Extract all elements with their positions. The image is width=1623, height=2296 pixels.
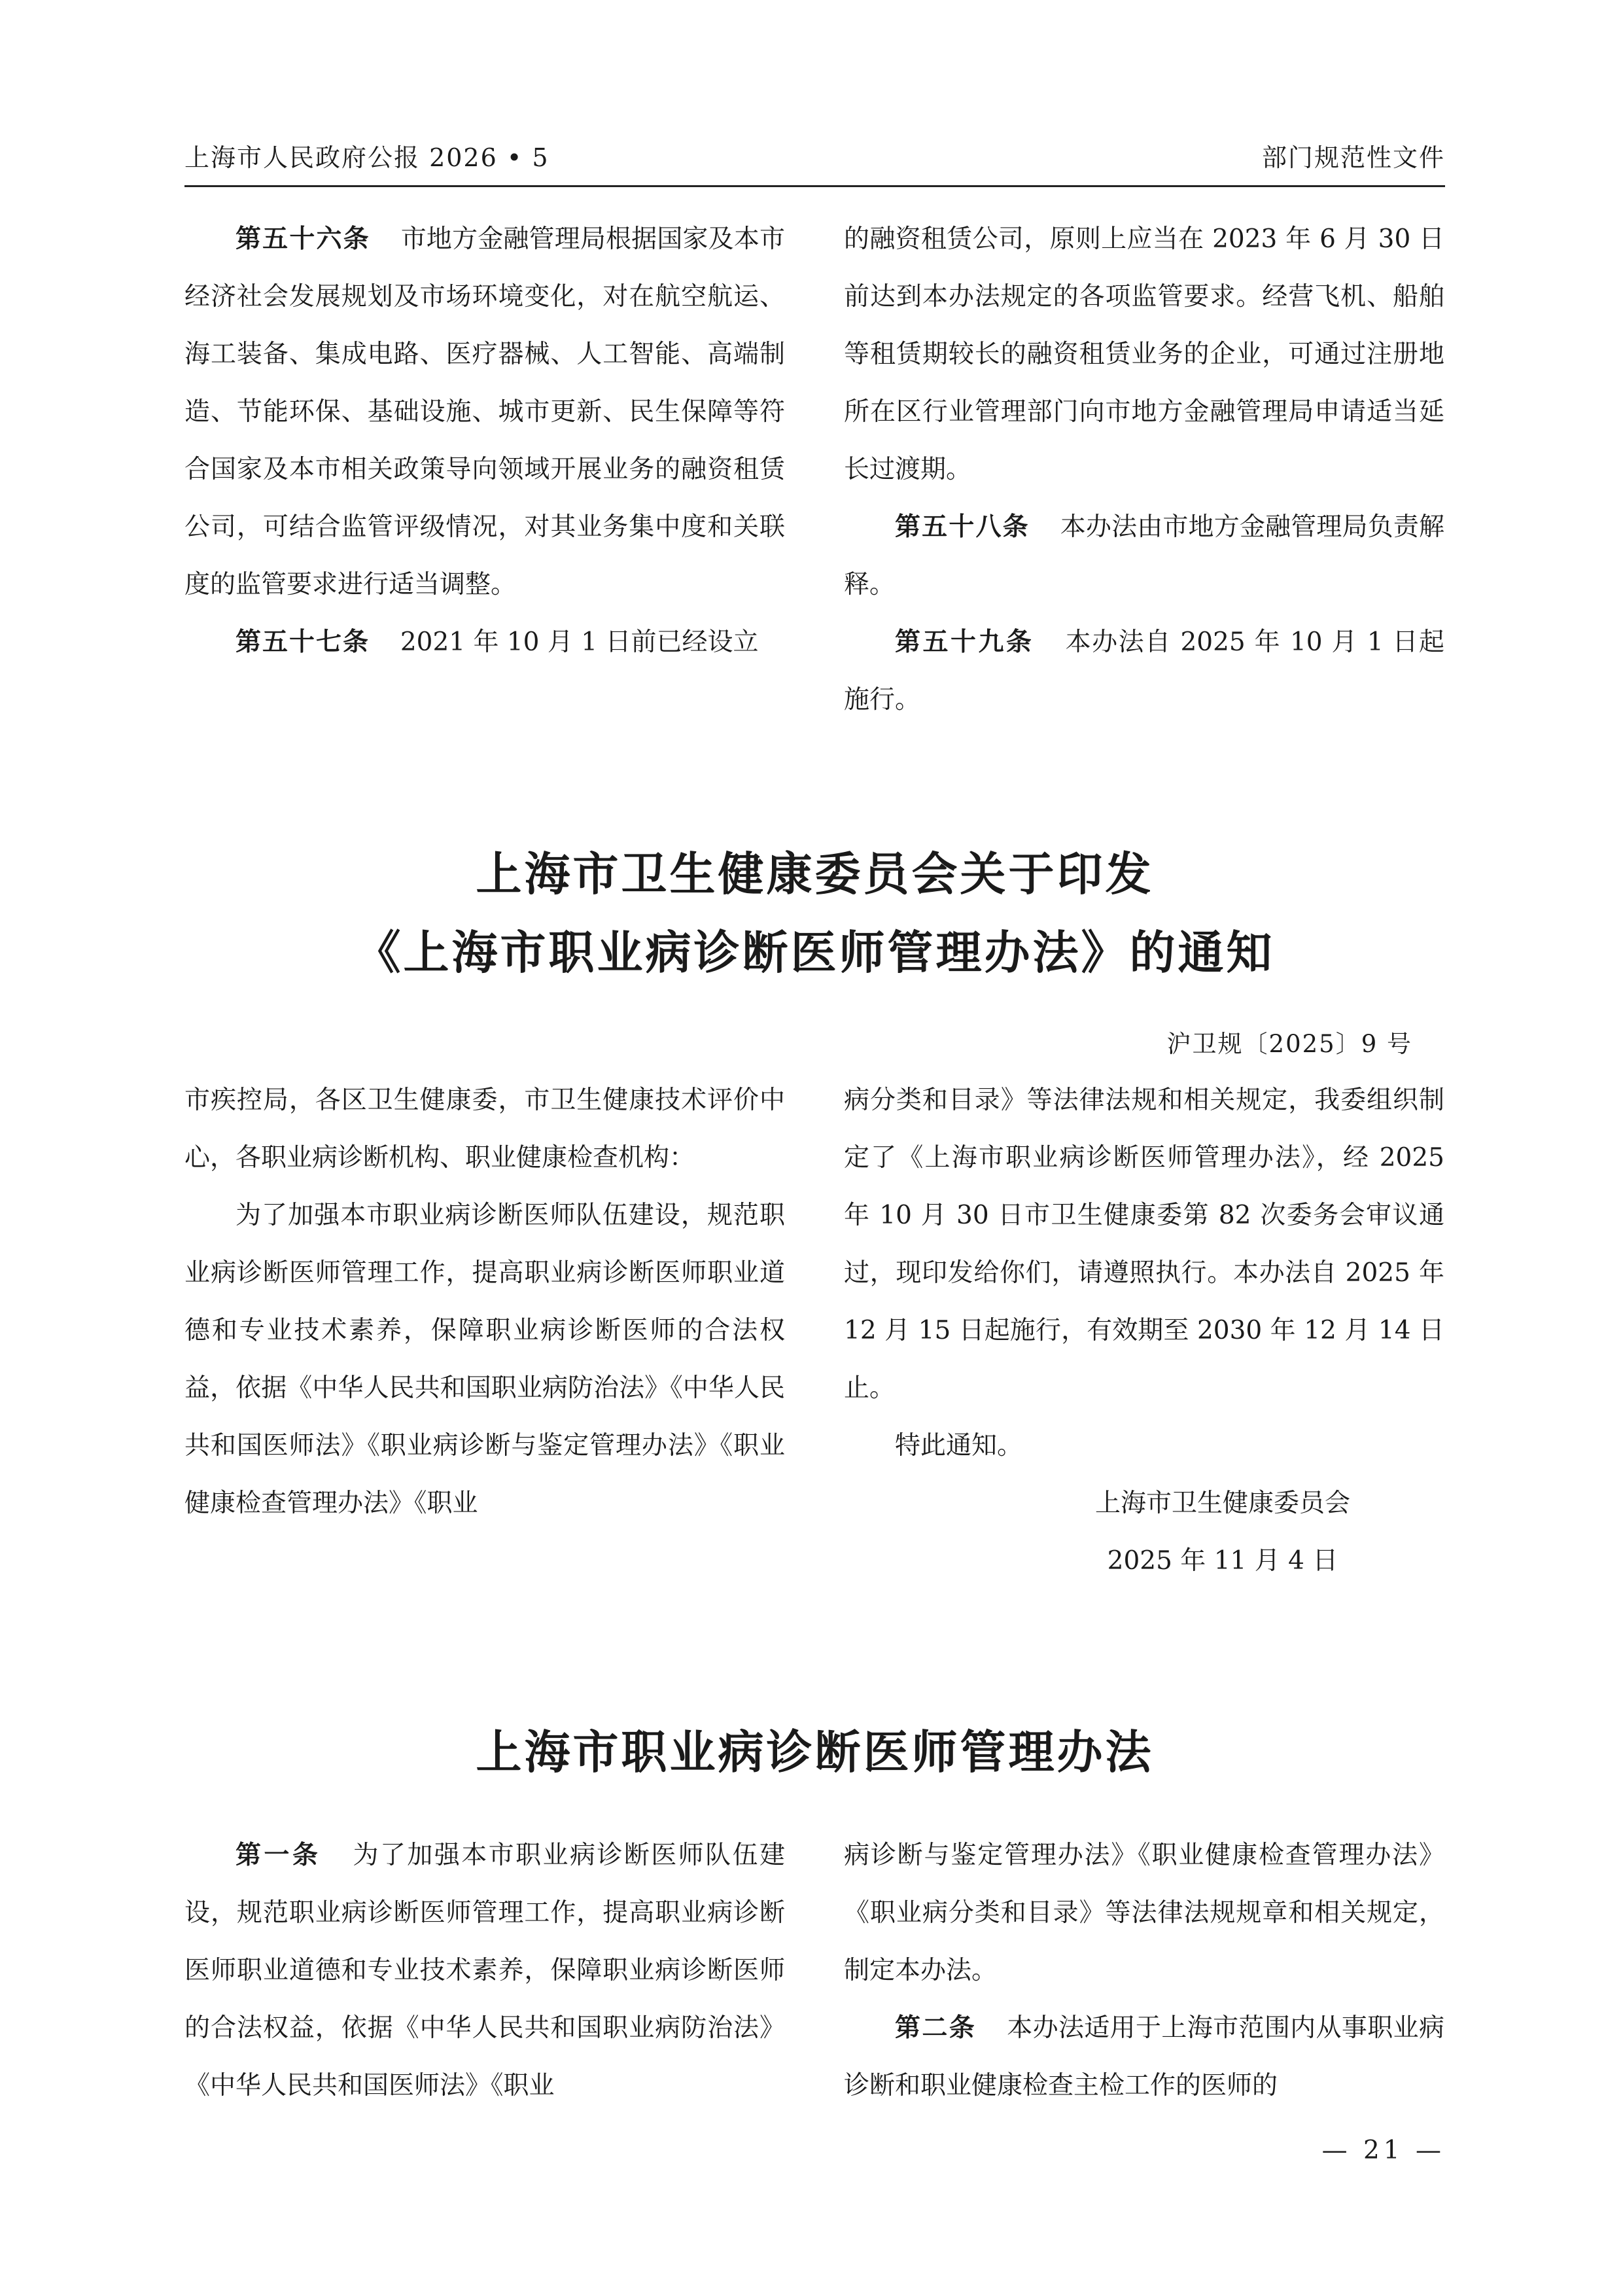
document-number: 沪卫规〔2025〕9 号 xyxy=(1166,1030,1412,1058)
measures-article-2 xyxy=(844,2000,1444,2115)
notice-date: 2025 年 11 月 4 日 xyxy=(1107,1546,1338,1576)
measures-article-2-title: 第二条 xyxy=(895,2013,977,2043)
measures-article-1 xyxy=(184,1827,785,2115)
notice-closing: 特此通知。 xyxy=(895,1431,1023,1460)
section-label: 部门规范性文件 xyxy=(1261,143,1445,172)
article-56-title: 第五十六条 xyxy=(236,224,370,254)
notice-title-line-1: 上海市卫生健康委员会关于印发 xyxy=(476,847,1154,901)
notice-signatory: 上海市卫生健康委员会 xyxy=(1094,1489,1350,1518)
measures-article-1-title: 第一条 xyxy=(236,1841,321,1870)
article-58 xyxy=(844,499,1444,614)
article-59 xyxy=(844,614,1444,729)
article-57-title: 第五十七条 xyxy=(236,627,370,657)
article-58-body: 本办法由市地方金融管理局负责解释。 xyxy=(844,512,1444,599)
measures-article-1-body: 为了加强本市职业病诊断医师队伍建设，规范职业病诊断医师管理工作，提高职业病诊断医师职业道德和专业技术素养，保障职业病诊断医师的合法权益，依据《中华人民共和国职业病防治法》《中华人民共和国医师法》《职业 xyxy=(184,1841,785,2100)
notice-recipients: 市疾控局，各区卫生健康委，市卫生健康技术评价中心，各职业病诊断机构、职业健康检查机构： xyxy=(184,1086,785,1173)
article-59-body: 本办法自 2025 年 10 月 1 日起施行。 xyxy=(844,627,1444,715)
article-57 xyxy=(184,614,785,671)
measures-article-1-continued: 病诊断与鉴定管理办法》《职业健康检查管理办法》《职业病分类和目录》等法律法规规章和相关规定，制定本办法。 xyxy=(844,1841,1444,1985)
article-56-body: 市地方金融管理局根据国家及本市经济社会发展规划及市场环境变化，对在航空航运、海工装备、集成电路、医疗器械、人工智能、高端制造、节能环保、基础设施、城市更新、民生保障等符合国家及本市相关政策导向领域开展业务的融资租赁公司，可结合监管评级情况，对其业务集中度和关联度的监管要求进行适当调整。 xyxy=(184,224,785,599)
section1-right-column xyxy=(844,211,1444,729)
article-58-title: 第五十八条 xyxy=(895,512,1030,542)
article-59-title: 第五十九条 xyxy=(895,627,1034,657)
notice-title-line-2: 《上海市职业病诊断医师管理办法》的通知 xyxy=(355,926,1275,980)
measures-title: 上海市职业病诊断医师管理办法 xyxy=(476,1725,1154,1779)
page-number: — 21 — xyxy=(1321,2136,1445,2165)
notice-body-left: 为了加强本市职业病诊断医师队伍建设，规范职业病诊断医师管理工作，提高职业病诊断医师职业道德和专业技术素养，保障职业病诊断医师的合法权益，依据《中华人民共和国职业病防治法》《中华人民共和国医师法》《职业病诊断与鉴定管理办法》《职业健康检查管理办法》《职业 xyxy=(184,1201,785,1518)
measures-article-2-body: 本办法适用于上海市范围内从事职业病诊断和职业健康检查主检工作的医师的 xyxy=(844,2013,1444,2100)
notice-left-column xyxy=(184,1072,785,1532)
article-56 xyxy=(184,211,785,614)
article-57-continued: 的融资租赁公司，原则上应当在 2023 年 6 月 30 日前达到本办法规定的各项监管要求。经营飞机、船舶等租赁期较长的融资租赁业务的企业，可通过注册地所在区行业管理部门向市地方金融管理局申请适当延长过渡期。 xyxy=(844,224,1444,484)
notice-body-right: 病分类和目录》等法律法规和相关规定，我委组织制定了《上海市职业病诊断医师管理办法》，经 2025 年 10 月 30 日市卫生健康委第 82 次委务会审议通过，现印发给你们，请遵照执行。本办法自 2025 年 12 月 15 日起施行，有效期至 2030 年 12 月 14 日止。 xyxy=(844,1086,1444,1403)
measures-left-column xyxy=(184,1827,785,2115)
section1-left-column xyxy=(184,211,785,671)
article-57-body: 2021 年 10 月 1 日前已经设立 xyxy=(400,627,759,657)
header-rule xyxy=(184,185,1445,187)
measures-right-column xyxy=(844,1827,1444,2115)
journal-title: 上海市人民政府公报 2026 • 5 xyxy=(184,143,550,172)
notice-right-column xyxy=(844,1072,1444,1590)
